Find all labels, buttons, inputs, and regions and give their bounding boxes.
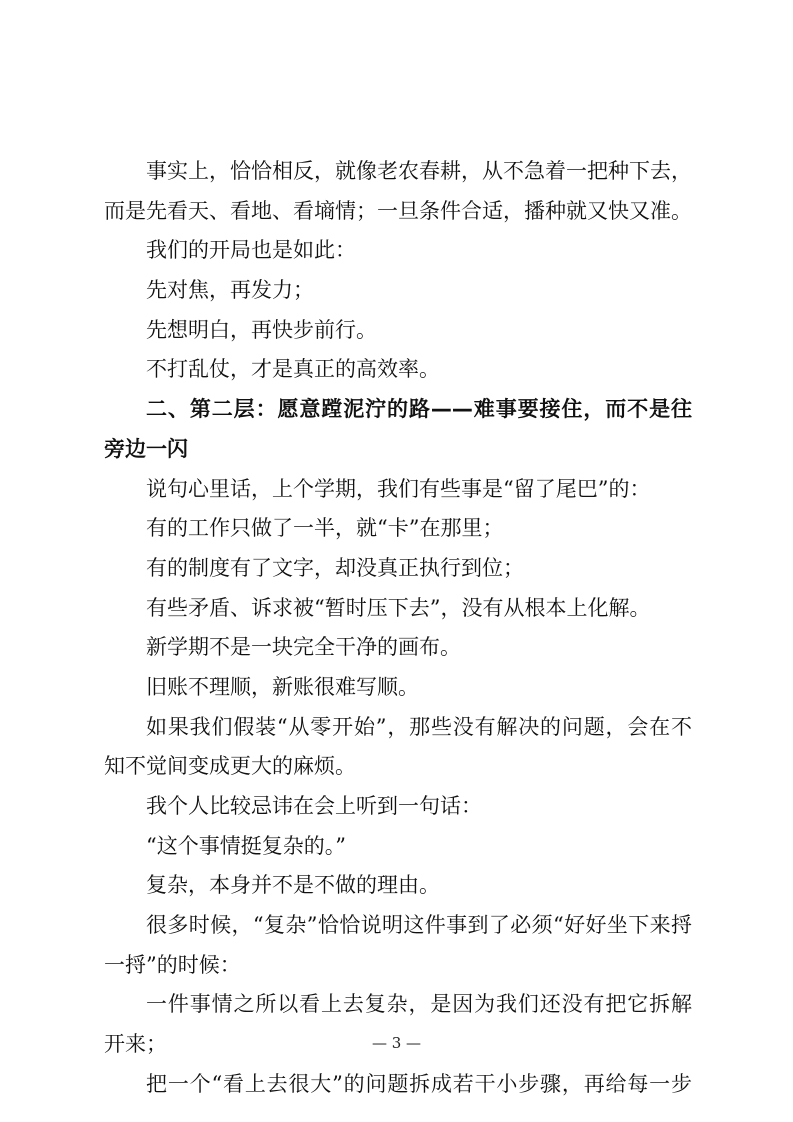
paragraph: 有些矛盾、诉求被“暂时压下去”，没有从根本上化解。	[146, 595, 651, 620]
quote-paragraph: “这个事情挺复杂的。”	[146, 833, 346, 858]
paragraph: 我们的开局也是如此：	[146, 238, 356, 263]
paragraph: 有的工作只做了一半，就“卡”在那里；	[146, 516, 504, 541]
paragraph: 我个人比较忌讳在会上听到一句话：	[146, 794, 482, 818]
paragraph: 说句心里话，上个学期，我们有些事是“留了尾巴”的：	[146, 476, 651, 501]
body-text	[104, 152, 692, 1105]
paragraph: 不打乱仗，才是真正的高效率。	[146, 357, 440, 382]
section-heading: 二、第二层：愿意蹚泥泞的路——难事要接住，而不是往	[146, 397, 692, 422]
paragraph-line: 把一个“看上去很大”的问题拆成若干小步骤，再给每一步	[146, 1071, 692, 1096]
paragraph: 旧账不理顺，新账很难写顺。	[146, 674, 419, 699]
paragraph: 新学期不是一块完全干净的画布。	[146, 635, 461, 660]
paragraph: 先对焦，再发力；	[146, 278, 314, 303]
paragraph-line: 事实上，恰恰相反，就像老农春耕，从不急着一把种下去，	[146, 159, 692, 183]
paragraph: 先想明白，再快步前行。	[146, 317, 377, 342]
paragraph-line: 很多时候，“复杂”恰恰说明这件事到了必须“好好坐下来捋	[146, 913, 692, 938]
paragraph: 复杂，本身并不是不做的理由。	[146, 873, 440, 898]
paragraph: 有的制度有了文字，却没真正执行到位；	[146, 555, 524, 580]
section-heading-continued: 旁边一闪	[104, 436, 188, 461]
paragraph-line: 而是先看天、看地、看墒情；一旦条件合适，播种就又快又准。	[104, 198, 692, 223]
paragraph-line: 一捋”的时候：	[104, 952, 241, 977]
paragraph-line: 知不觉间变成更大的麻烦。	[104, 754, 356, 779]
page-number: — 3 —	[371, 1034, 422, 1052]
paragraph-line: 一件事情之所以看上去复杂，是因为我们还没有把它拆解	[146, 992, 692, 1017]
paragraph-line: 开来；	[104, 1032, 167, 1057]
paragraph-line: 如果我们假装“从零开始”，那些没有解决的问题，会在不	[146, 714, 692, 739]
